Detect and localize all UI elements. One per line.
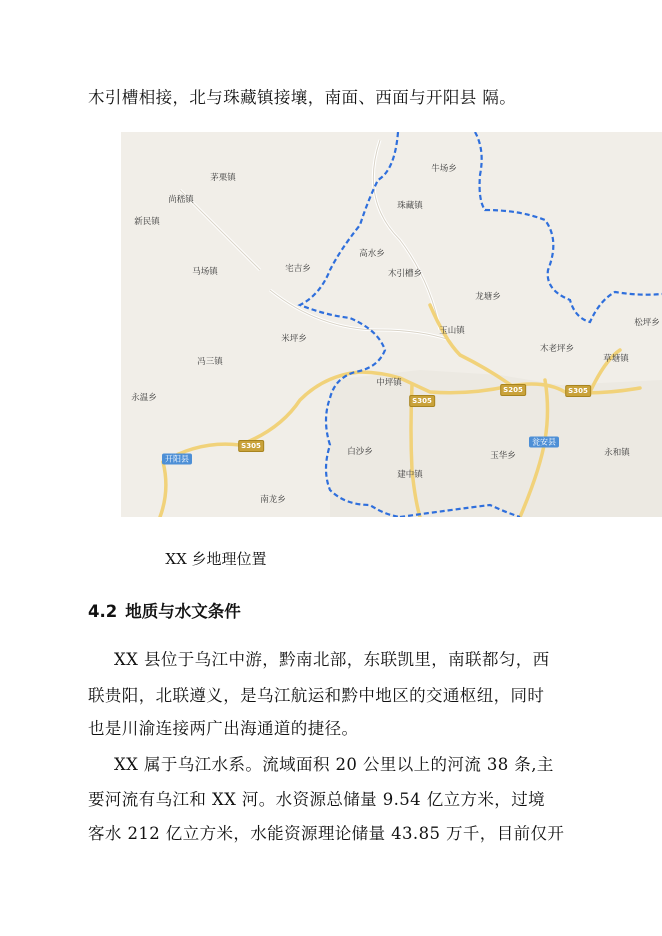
section-number: 4.2 [88, 602, 118, 621]
map-place-xinmin: 新民镇 [134, 217, 160, 227]
highway-shield-s305-b: S305 [565, 385, 591, 397]
map-place-yuhua: 玉华乡 [490, 451, 516, 461]
section-heading [88, 598, 241, 622]
location-map[interactable] [121, 132, 662, 517]
map-place-jianzhong: 建中镇 [397, 470, 423, 480]
paragraph-1-line-1: XX 县位于乌江中游，黔南北部，东联凯里，南联都匀，西 [114, 650, 550, 669]
map-place-zhaiji: 宅吉乡 [285, 264, 311, 274]
intro-text-line: 木引槽相接，北与珠藏镇接壤，南面、西面与开阳县 隔。 [88, 88, 517, 107]
county-badge-wengan: 瓮安县 [529, 437, 559, 448]
map-place-machang: 马场镇 [192, 267, 218, 277]
map-place-miping: 米坪乡 [281, 334, 307, 344]
paragraph-2-line-2: 要河流有乌江和 XX 河。水资源总储量 9.54 亿立方米，过境 [88, 790, 546, 809]
paragraph-1-line-3: 也是川渝连接两广出海通道的捷径。 [88, 719, 359, 738]
map-place-gaoshui: 高水乡 [359, 249, 385, 259]
map-place-yongwen: 永温乡 [131, 393, 157, 403]
paragraph-2-line-3: 客水 212 亿立方米，水能资源理论储量 43.85 万千，目前仅开 [88, 824, 565, 843]
map-canvas [121, 132, 662, 517]
map-place-baisha: 白沙乡 [347, 447, 373, 457]
map-place-caotang: 草塘镇 [603, 354, 629, 364]
figure-caption: XX 乡地理位置 [165, 550, 267, 568]
map-place-maoli: 茅栗镇 [210, 173, 236, 183]
map-place-muyincao: 木引槽乡 [387, 269, 423, 279]
highway-shield-s205: S205 [500, 384, 526, 396]
highway-shield-s305-a: S305 [409, 395, 435, 407]
map-place-fengsan: 冯三镇 [197, 357, 223, 367]
map-place-niuchang: 牛场乡 [431, 164, 457, 174]
highway-shield-s305-c: S305 [238, 440, 264, 452]
map-place-zhucang: 珠藏镇 [397, 201, 423, 211]
map-place-longtang: 龙塘乡 [475, 292, 501, 302]
paragraph-1-line-2: 联贵阳，北联遵义，是乌江航运和黔中地区的交通枢纽，同时 [88, 686, 545, 705]
map-place-songping: 松坪乡 [634, 318, 660, 328]
map-place-yonghe: 永和镇 [604, 448, 630, 458]
map-place-mulaoping: 木老坪乡 [539, 344, 575, 354]
paragraph-2-line-1: XX 属于乌江水系。流域面积 20 公里以上的河流 38 条,主 [114, 755, 554, 774]
section-title: 地质与水文条件 [125, 602, 241, 621]
map-place-nanlong: 南龙乡 [260, 495, 286, 505]
map-place-shangji: 尚嵇镇 [168, 195, 194, 205]
map-place-zhongping: 中坪镇 [376, 378, 402, 388]
county-badge-kaiyang: 开阳县 [162, 454, 192, 465]
map-place-yushan: 玉山镇 [439, 326, 465, 336]
